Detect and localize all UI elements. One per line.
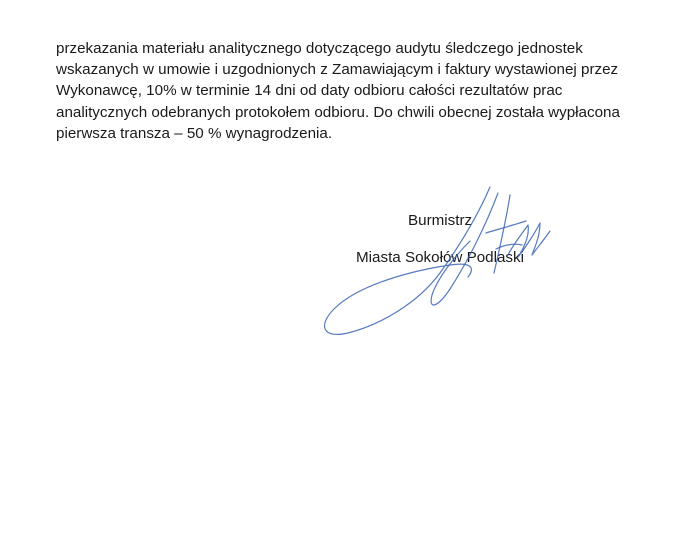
body-paragraph [56,38,666,144]
paragraph-line: przekazania materiału analitycznego dotyczącego audytu śledczego jednostek [56,40,583,57]
signatory-office: Miasta Sokołów Podlaski [356,249,524,266]
paragraph-line: wskazanych w umowie i uzgodnionych z Zamawiającym i faktury wystawionej przez [56,61,619,79]
paragraph-line: pierwsza transza – 50 % wynagrodzenia. [56,124,333,142]
paragraph-line: Wykonawcę, 10% w terminie 14 dni od daty odbioru całości rezultatów prac [56,82,563,100]
paragraph-line: analitycznych odebranych protokołem odbioru. Do chwili obecnej została wypłacona [56,103,620,121]
signature-block [300,185,560,355]
signatory-title: Burmistrz [408,212,473,229]
